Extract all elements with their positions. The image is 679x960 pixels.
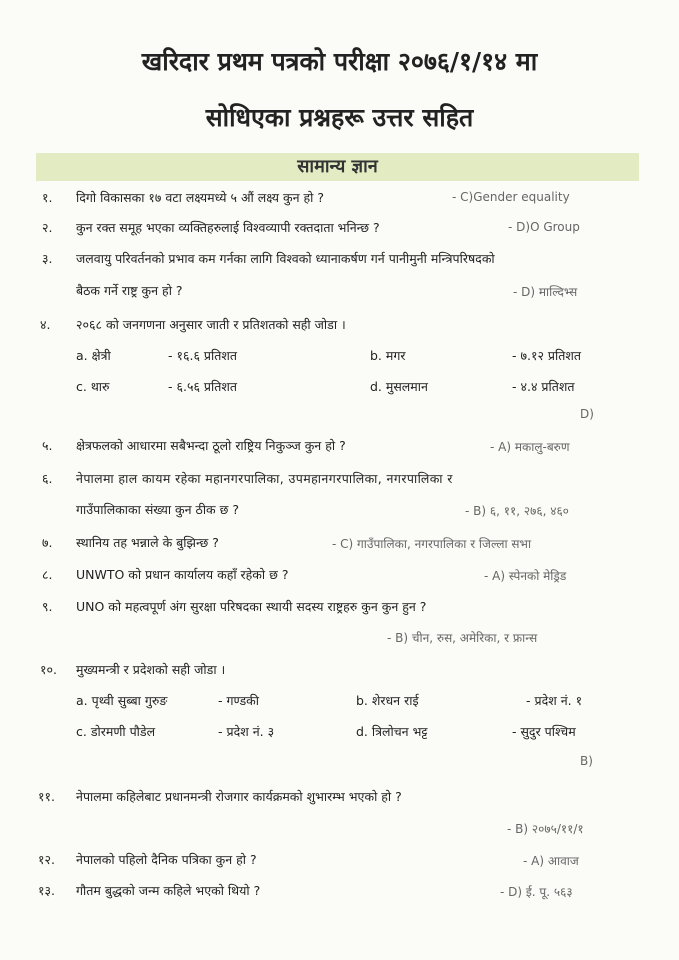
question-7-answer: - C) गाउँपालिका, नगरपालिका र जिल्ला सभा bbox=[332, 537, 532, 551]
question-6-text-line-1: नेपालमा हाल कायम रहेका महानगरपालिका, उपमहानगरपालिका, नगरपालिका र bbox=[76, 471, 453, 486]
question-number: ७. bbox=[42, 535, 53, 550]
question-12-answer: - A) आवाज bbox=[523, 854, 579, 868]
option-c-value: - ६.५६ प्रतिशत bbox=[168, 379, 238, 394]
question-10-answer: B) bbox=[580, 754, 593, 768]
question-3-text-line-1: जलवायु परिवर्तनको प्रभाव कम गर्नका लागि विश्वको ध्यानाकर्षण गर्न पानीमुनी मन्त्रिपरिषदको bbox=[76, 251, 495, 266]
question-6-text-line-2: गाउँपालिकाका संख्या कुन ठीक छ ? bbox=[76, 502, 240, 517]
option-a-value: - गण्डकी bbox=[218, 693, 259, 708]
question-9-text: UNO को महत्वपूर्ण अंग सुरक्षा परिषदका स्थायी सदस्य राष्ट्रहरु कुन कुन हुन ? bbox=[76, 599, 427, 614]
question-2-text: कुन रक्त समूह भएका व्यक्तिहरुलाई विश्वव्यापी रक्तदाता भनिन्छ ? bbox=[76, 220, 380, 235]
title-line-1: खरिदार प्रथम पत्रको परीक्षा २०७६/१/१४ मा bbox=[141, 47, 538, 76]
option-a-label: a. पृथ्वी सुब्बा गुरुङ bbox=[76, 693, 168, 708]
title-line-2: सोधिएका प्रश्नहरू उत्तर सहित bbox=[205, 103, 474, 132]
option-b-value: - प्रदेश नं. १ bbox=[526, 693, 583, 708]
option-a-label: a. क्षेत्री bbox=[76, 348, 111, 363]
question-4-text: २०६८ को जनगणना अनुसार जाती र प्रतिशतको सही जोडा । bbox=[76, 317, 346, 332]
question-number: ८. bbox=[42, 567, 53, 582]
option-d-label: d. त्रिलोचन भट्ट bbox=[356, 724, 428, 739]
question-5-text: क्षेत्रफलको आधारमा सबैभन्दा ठूलो राष्ट्रिय निकुञ्ज कुन हो ? bbox=[76, 438, 346, 453]
section-heading: सामान्य ज्ञान bbox=[36, 153, 639, 181]
question-8-answer: - A) स्पेनको मेड्रिड bbox=[484, 569, 567, 583]
question-number: १२. bbox=[38, 852, 55, 867]
question-number: ६. bbox=[42, 471, 53, 486]
question-number: २. bbox=[42, 220, 53, 235]
question-9-answer: - B) चीन, रुस, अमेरिका, र फ्रान्स bbox=[387, 631, 538, 645]
question-number: १. bbox=[42, 190, 53, 205]
option-d-label: d. मुसलमान bbox=[370, 379, 428, 394]
question-7-text: स्थानिय तह भन्नाले के बुझिन्छ ? bbox=[76, 535, 219, 550]
question-number: ९. bbox=[42, 599, 53, 614]
option-c-label: c. थारु bbox=[76, 379, 110, 394]
question-8-text: UNWTO को प्रधान कार्यालय कहाँ रहेको छ ? bbox=[76, 567, 289, 582]
question-11-answer: - B) २०७५/११/१ bbox=[507, 822, 584, 836]
question-3-text-line-2: बैठक गर्ने राष्ट्र कुन हो ? bbox=[76, 283, 183, 298]
question-3-answer: - D) माल्दिभ्स bbox=[513, 285, 578, 299]
question-13-text: गौतम बुद्धको जन्म कहिले भएको थियो ? bbox=[76, 883, 261, 898]
question-4-answer: D) bbox=[580, 407, 594, 421]
option-a-value: - १६.६ प्रतिशत bbox=[168, 348, 238, 363]
question-1-text: दिगो विकासका १७ वटा लक्ष्यमध्ये ५ औं लक्ष्य कुन हो ? bbox=[76, 190, 325, 205]
question-1-answer: - C)Gender equality bbox=[452, 190, 570, 204]
option-b-value: - ७.१२ प्रतिशत bbox=[512, 348, 582, 363]
option-b-label: b. मगर bbox=[370, 348, 406, 363]
option-c-value: - प्रदेश नं. ३ bbox=[218, 724, 275, 739]
question-number: ४. bbox=[40, 317, 51, 332]
question-number: ५. bbox=[42, 438, 53, 453]
question-6-answer: - B) ६, ११, २७६, ४६० bbox=[465, 504, 569, 518]
question-number: १०. bbox=[40, 662, 57, 677]
question-11-text: नेपालमा कहिलेबाट प्रधानमन्त्री रोजगार कार्यक्रमको शुभारम्भ भएको हो ? bbox=[76, 789, 402, 804]
question-number: ३. bbox=[42, 251, 53, 266]
question-number: १३. bbox=[38, 883, 55, 898]
question-12-text: नेपालको पहिलो दैनिक पत्रिका कुन हो ? bbox=[76, 852, 257, 867]
question-2-answer: - D)O Group bbox=[508, 220, 580, 234]
option-b-label: b. शेरधन राई bbox=[356, 693, 419, 708]
question-5-answer: - A) मकालु-बरुण bbox=[490, 440, 570, 454]
question-13-answer: - D) ई. पू. ५६३ bbox=[500, 885, 573, 899]
question-number: ११. bbox=[38, 789, 55, 804]
question-10-text: मुख्यमन्त्री र प्रदेशको सही जोडा । bbox=[76, 662, 226, 677]
option-d-value: - सुदुर पश्चिम bbox=[512, 724, 576, 739]
option-c-label: c. डोरमणी पौडेल bbox=[76, 724, 156, 739]
option-d-value: - ४.४ प्रतिशत bbox=[512, 379, 575, 394]
